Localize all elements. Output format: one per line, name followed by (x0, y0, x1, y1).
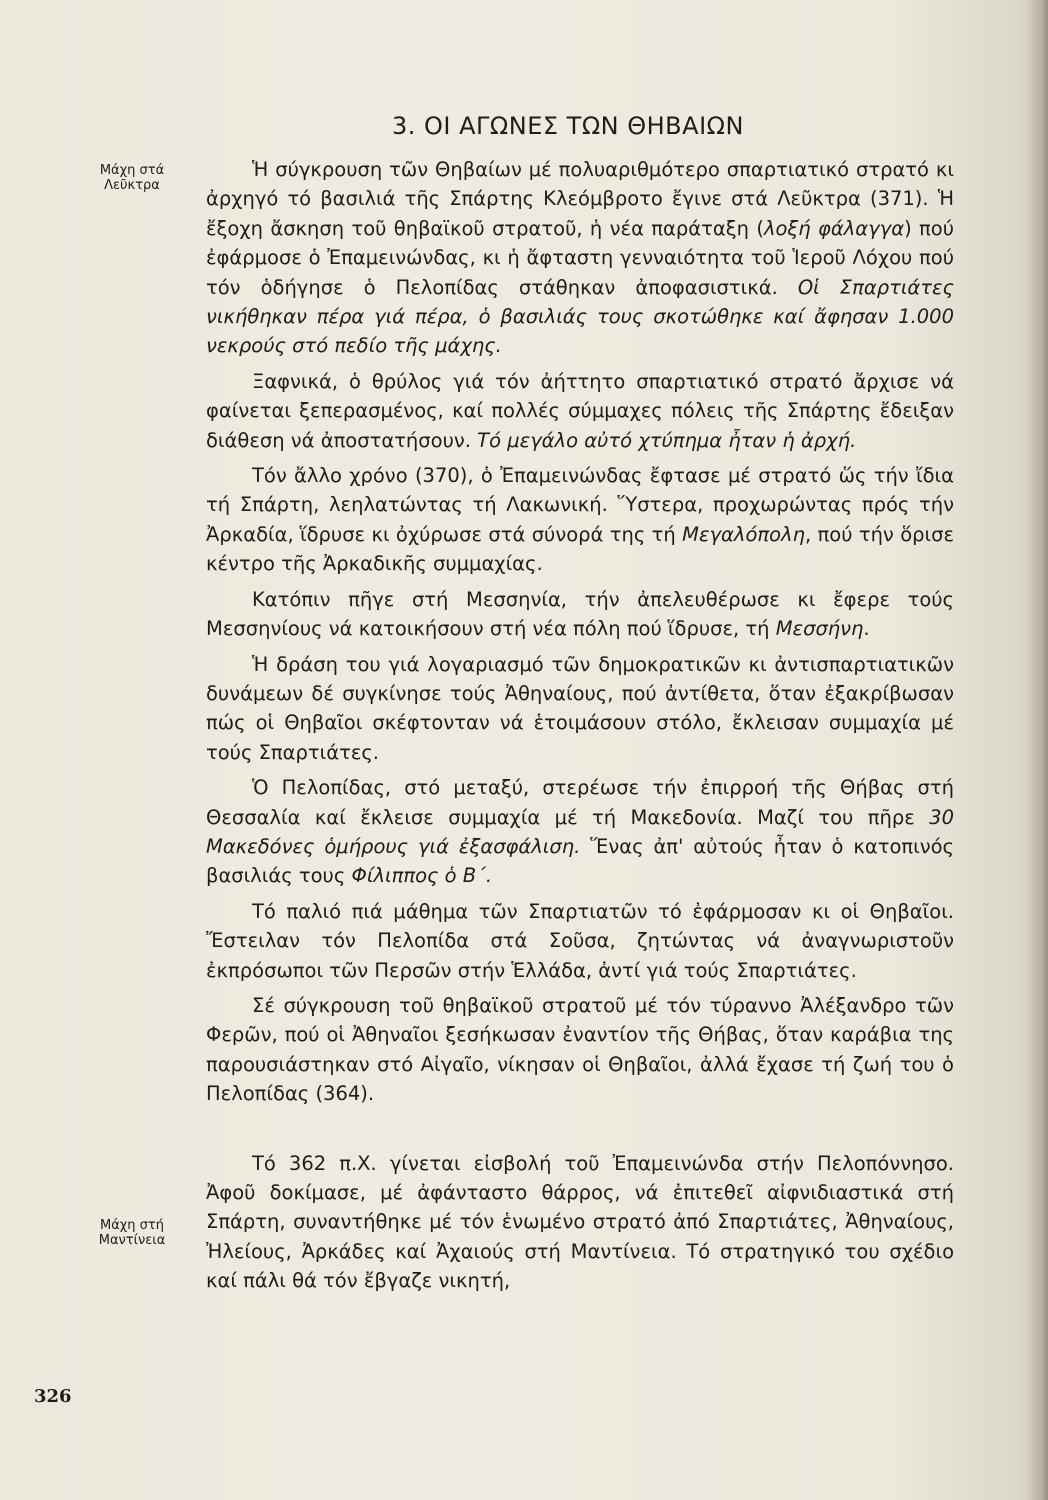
paragraph (206, 773, 954, 891)
text-segment: Ξαφνικά, ὁ θρύλος γιά τόν ἀήττητο σπαρτιατικό στρατό ἄρχισε νά φαίνεται ξεπερασμένος, καί πολλές σύμμαχες πόλεις τῆς Σπάρτης ἔδειξαν διάθεση νά ἀποστατήσουν. (206, 369, 954, 452)
margin-note-line: Μάχη στά (99, 163, 165, 178)
italic-text: 30 Μακεδόνες ὁμήρους γιά ἐξασφάλιση. (206, 805, 954, 858)
text-segment: Ἕνας ἀπ' αὐτούς ἦταν ὁ κατοπινός βασιλιάς τους (206, 834, 954, 888)
paragraph (206, 991, 954, 1109)
text-segment: Τό 362 π.Χ. γίνεται εἰσβολή τοῦ Ἐπαμεινώνδα στήν Πελοπόννησο. Ἀφοῦ δοκίμασε, μέ ἀφάνταστο θάρρος, νά ἐπιτεθεῖ αἰφνιδιαστικά στή Σπάρτη, συναντήθηκε μέ τόν ἑνωμένο στρατό ἀπό Σπαρτιάτες, Ἀθηναίους, Ἠλείους, Ἀρκάδες καί Ἀχαιούς στή Μαντίνεια. Τό στρατηγικό του σχέδιο καί πάλι θά τόν ἔβγαζε νικητή, (206, 1151, 954, 1293)
text-segment: Τόν ἄλλο χρόνο (370), ὁ Ἐπαμεινώνδας ἔφτασε μέ στρατό ὥς τήν ἴδια τή Σπάρτη, λεηλατώντας τή Λακωνική. Ὕστερα, προχωρώντας πρός τήν Ἀρκαδία, ἵδρυσε κι ὀχύρωσε στά σύνορά της τή (206, 464, 954, 546)
page-binding-shadow (1026, 0, 1048, 1500)
paragraph (206, 1149, 954, 1296)
italic-text: Τό μεγάλο αὐτό χτύπημα ἦταν ἡ ἀρχή. (477, 428, 857, 452)
paragraph (206, 585, 954, 644)
text-segment: Ὁ Πελοπίδας, στό μεταξύ, στερέωσε τήν ἐπιρροή τῆς Θήβας στή Θεσσαλία καί ἔκλεισε συμμαχία μέ τή Μακεδονία. Μαζί του πῆρε (206, 776, 954, 829)
margin-note-leuctra (78, 163, 186, 193)
margin-note-line: Λεῦκτρα (104, 178, 160, 193)
text-segment: Τό παλιό πιά μάθημα τῶν Σπαρτιατῶν τό ἐφάρμοσαν κι οἱ Θηβαῖοι. Ἔστειλαν τόν Πελοπίδα στά Σοῦσα, ζητώντας νά ἀναγνωριστοῦν ἐκπρόσωποι τῶν Περσῶν στήν Ἑλλάδα, ἀντί γιά τούς Σπαρτιάτες. (206, 899, 954, 982)
paragraph (206, 461, 954, 579)
text-segment: , πού τήν ὅρισε κέντρο τῆς Ἀρκαδικῆς συμμαχίας. (206, 522, 955, 576)
paragraph (206, 897, 954, 985)
text-segment: Κατόπιν πῆγε στή Μεσσηνία, τήν ἀπελευθέρωσε κι ἔφερε τούς Μεσσηνίους νά κατοικήσουν στή νέα πόλη πού ἵδρυσε, τή (206, 587, 954, 641)
paragraph (206, 650, 954, 768)
italic-text: Μεγαλόπολη (682, 522, 805, 546)
paragraph (206, 367, 954, 455)
italic-text: Οἱ Σπαρτιάτες νικήθηκαν πέρα γιά πέρα, ὁ βασιλιάς τους σκοτώθηκε καί ἄφησαν 1.000 νεκρούς στό πεδίο τῆς μάχης. (206, 275, 954, 358)
text-segment: ) πού ἐφάρμοσε ὁ Ἐπαμεινώνδας, κι ἡ ἄφταστη γενναιότητα τοῦ Ἱεροῦ Λόχου πού τόν ὁδήγησε ὁ Πελοπίδας στάθηκαν ἀποφασιστικά. (206, 216, 954, 299)
body-text (206, 155, 954, 1302)
margin-note-line: Μαντίνεια (98, 1233, 166, 1248)
page-number: 326 (34, 1386, 72, 1407)
text-segment: Ἡ δράση του γιά λογαριασμό τῶν δημοκρατικῶν κι ἀντισπαρτιατικῶν δυνάμεων δέ συγκίνησε τούς Ἀθηναίους, πού ἀντίθετα, ὅταν ἐξακρίβωσαν πώς οἱ Θηβαῖοι σκέφτονταν νά ἑτοιμάσουν στόλο, ἔκλεισαν συμμαχία μέ τούς Σπαρτιάτες. (206, 652, 954, 764)
italic-text: Μεσσήνη (775, 617, 864, 641)
margin-note-mantinea (78, 1218, 186, 1248)
italic-text: Φίλιππος ὁ Β΄. (351, 864, 493, 888)
paragraph (206, 155, 954, 361)
italic-text: λοξή φάλαγγα (763, 216, 905, 240)
margin-note-line: Μάχη στή (100, 1218, 164, 1233)
text-segment: . (863, 617, 870, 641)
chapter-title: 3. ΟΙ ΑΓΩΝΕΣ ΤΩΝ ΘΗΒΑΙΩΝ (392, 112, 744, 140)
text-segment: Ἡ σύγκρουση τῶν Θηβαίων μέ πολυαριθμότερο σπαρτιατικό στρατό κι ἀρχηγό τό βασιλιά τῆς Σπάρτης Κλεόμβροτο ἔγινε στά Λεῦκτρα (371). Ἡ ἔξοχη ἄσκηση τοῦ θηβαϊκοῦ στρατοῦ, ἡ νέα παράταξη ( (206, 158, 954, 240)
text-segment: Σέ σύγκρουση τοῦ θηβαϊκοῦ στρατοῦ μέ τόν τύραννο Ἀλέξανδρο τῶν Φερῶν, πού οἱ Ἀθηναῖοι ξεσήκωσαν ἐναντίον τῆς Θήβας, ὅταν καράβια της παρουσιάστηκαν στό Αἰγαῖο, νίκησαν οἱ Θηβαῖοι, ἀλλά ἔχασε τή ζωή του ὁ Πελοπίδας (364). (206, 993, 954, 1106)
